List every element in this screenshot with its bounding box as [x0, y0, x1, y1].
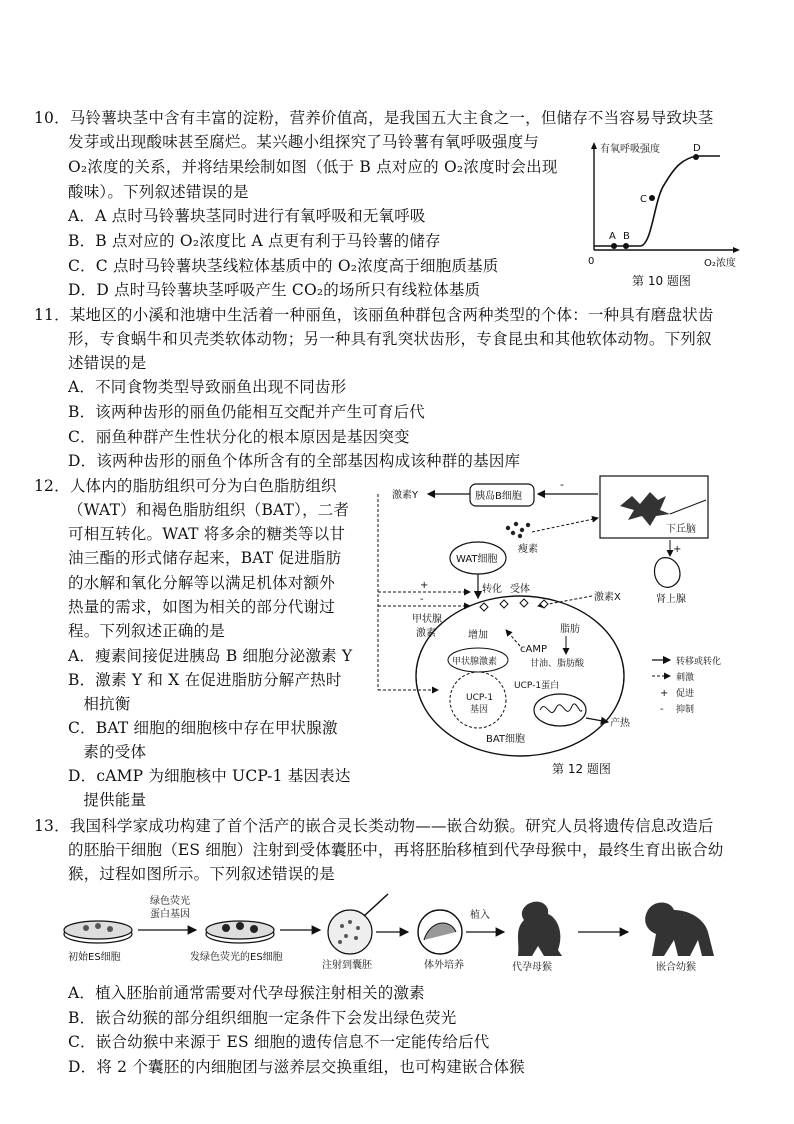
q12-hormone-y-label: 激素Y — [392, 490, 419, 501]
q12-metabolism-diagram — [370, 470, 740, 770]
q13-blastocyst-inject — [328, 910, 372, 954]
q10-stem-line: 酸味）。下列叙述错误的是 — [68, 183, 249, 201]
q12-legend-plus: + — [660, 688, 669, 699]
q10-option-d[interactable]: D．D 点时马铃薯块茎呼吸产生 CO₂的场所只有线粒体基质 — [68, 281, 481, 299]
q12-fat-label: 脂肪 — [560, 624, 580, 635]
q12-option-b[interactable]: B．激素 Y 和 X 在促进脂肪分解产热时 — [68, 671, 342, 689]
q10-stem-line: 发芽或出现酸味甚至腐烂。某兴趣小组探究了马铃薯有氧呼吸强度与 — [68, 133, 540, 151]
q10-stem-line: O₂浓度的关系，并将结果绘制如图（低于 B 点对应的 O₂浓度时会出现 — [68, 158, 558, 176]
q12-glycerol-label: 甘油、脂肪酸 — [530, 659, 585, 669]
q12-leptin-dots — [506, 522, 530, 538]
q12-bat-label: BAT细胞 — [486, 734, 526, 745]
q12-stem-line: 程。下列叙述正确的是 — [68, 622, 226, 640]
q12-option-d[interactable]: D．cAMP 为细胞核中 UCP-1 基因表达 — [68, 767, 351, 785]
q12-option-c[interactable]: C．BAT 细胞的细胞核中存在甲状腺激 — [68, 719, 338, 737]
q10-respiration-graph — [580, 140, 750, 290]
q12-hormone-x-label: 激素X — [594, 592, 621, 603]
q12-legend-stimulate: 刺激 — [676, 673, 695, 683]
q10-figure-caption: 第 10 题图 — [632, 274, 691, 288]
q12-option-c-cont: 素的受体 — [68, 743, 147, 761]
q10-point-d: D — [693, 143, 701, 154]
q10-stem-line: 10．马铃薯块茎中含有丰富的淀粉，营养价值高，是我国五大主食之一，但储存不当容易导致块茎 — [34, 109, 714, 127]
q12-receptor-label: 受体 — [510, 584, 530, 595]
q10-point-b: B — [623, 231, 630, 242]
q13-implant-label: 植入 — [470, 910, 490, 921]
q12-thyroid-label-1: 甲状腺 — [412, 614, 442, 625]
q12-receptors — [480, 599, 548, 611]
q10-ylabel: 有氧呼吸强度 — [600, 144, 660, 155]
q13-option-d[interactable]: D．将 2 个囊胚的内细胞团与滋养层交换重组，也可构建嵌合体猴 — [68, 1058, 525, 1076]
q12-thyroid-label-2: 激素 — [416, 628, 436, 639]
q13-inject-label: 注射到囊胚 — [322, 960, 372, 971]
q12-stem-line: （WAT）和褐色脂肪组织（BAT），二者 — [68, 501, 350, 519]
q12-option-b-cont: 相抗衡 — [68, 695, 131, 713]
q12-leptin-label: 瘦素 — [518, 544, 538, 555]
q13-option-a[interactable]: A．植入胚胎前通常需要对代孕母猴注射相关的激素 — [68, 984, 425, 1002]
q12-stem-line: 12．人体内的脂肪组织可分为白色脂肪组织 — [34, 477, 337, 495]
q12-ucp-gene-label-1: UCP-1 — [466, 693, 494, 703]
q12-legend-minus: - — [660, 704, 664, 715]
q10-option-b[interactable]: B．B 点对应的 O₂浓度比 A 点更有利于马铃薯的储存 — [68, 232, 441, 250]
q12-thyroid-hormone-label: 甲状腺激素 — [452, 657, 498, 667]
q11-stem-line: 述错误的是 — [68, 354, 147, 372]
q13-chimera-monkey-icon — [645, 903, 714, 957]
svg-text:-: - — [420, 594, 424, 605]
q12-option-a[interactable]: A．瘦素间接促进胰岛 B 细胞分泌激素 Y — [68, 647, 353, 665]
q12-minus-sign: - — [560, 478, 564, 491]
q13-process-diagram — [58, 890, 748, 980]
q12-adrenal-label: 肾上腺 — [656, 594, 686, 605]
q13-stem-line: 的胚胎干细胞（ES 细胞）注射到受体囊胚中，再将胚胎移植到代孕母猴中，最终生育出嵌合幼 — [68, 841, 724, 859]
q11-option-a[interactable]: A．不同食物类型导致丽鱼出现不同齿形 — [68, 378, 347, 396]
q11-option-b[interactable]: B．该两种齿形的丽鱼仍能相互交配并产生可育后代 — [68, 403, 425, 421]
q13-green-label: 发绿色荧光的ES细胞 — [190, 952, 283, 963]
q13-surrogate-monkey-icon — [518, 902, 562, 956]
q13-culture-label: 体外培养 — [424, 960, 464, 971]
q12-increase-label: 增加 — [468, 630, 488, 641]
q13-option-b[interactable]: B．嵌合幼猴的部分组织细胞一定条件下会发出绿色荧光 — [68, 1009, 457, 1027]
q12-ucp-protein-label: UCP-1蛋白 — [514, 681, 560, 691]
q12-plus-sign: + — [673, 544, 682, 555]
q10-xlabel: O₂浓度 — [704, 258, 736, 269]
q10-point-c: C — [640, 194, 647, 205]
q12-wat-label: WAT细胞 — [456, 554, 498, 565]
q13-initial-label: 初始ES细胞 — [68, 952, 121, 963]
q12-islet-b-label: 胰岛B细胞 — [475, 491, 522, 502]
q12-bat-cell — [416, 596, 624, 756]
q11-option-c[interactable]: C．丽鱼种群产生性状分化的根本原因是基因突变 — [68, 428, 410, 446]
q12-hypothalamus-label: 下丘脑 — [666, 524, 696, 535]
q13-stem-line: 猴，过程如图所示。下列叙述错误的是 — [68, 865, 335, 883]
q12-option-d-cont: 提供能量 — [68, 791, 147, 809]
q10-origin: 0 — [588, 256, 595, 267]
q13-chimera-label: 嵌合幼猴 — [656, 962, 696, 973]
q13-surrogate-label: 代孕母猴 — [512, 962, 552, 973]
q13-gene-label-2: 蛋白基因 — [150, 909, 190, 920]
q12-ucp-gene-label-2: 基因 — [470, 705, 489, 715]
svg-text:+: + — [420, 580, 429, 591]
q12-camp-label: cAMP — [520, 644, 547, 655]
q12-stem-line: 热量的需求，如图为相关的部分代谢过 — [68, 598, 335, 616]
q13-needle — [364, 894, 388, 916]
q13-stem-line: 13．我国科学家成功构建了首个活产的嵌合灵长类动物——嵌合幼猴。研究人员将遗传信息改造后 — [34, 817, 714, 835]
q13-gene-label-1: 绿色荧光 — [150, 896, 190, 907]
q12-stem-line: 油三酯的形式储存起来，BAT 促进脂肪 — [68, 549, 342, 567]
q12-mitochondrion — [534, 694, 586, 726]
q12-stem-line: 的水解和氧化分解等以满足机体对额外 — [68, 574, 335, 592]
q12-convert-label: 转化 — [482, 584, 502, 595]
q10-option-a[interactable]: A．A 点时马铃薯块茎同时进行有氧呼吸和无氧呼吸 — [68, 207, 426, 225]
q12-legend-inhibit: 抑制 — [676, 705, 695, 715]
q12-adrenal-icon — [655, 558, 681, 588]
q11-stem-line: 形，专食蜗牛和贝壳类软体动物；另一种具有乳突状齿形，专食昆虫和其他软体动物。下列叙 — [68, 330, 712, 348]
q12-heat-label: 产热 — [610, 718, 630, 729]
q12-figure-caption: 第 12 题图 — [552, 762, 611, 776]
q13-option-c[interactable]: C．嵌合幼猴中来源于 ES 细胞的遗传信息不一定能传给后代 — [68, 1033, 490, 1051]
q12-legend-promote: 促进 — [676, 689, 695, 699]
q10-point-a: A — [609, 231, 616, 242]
q12-stem-line: 可相互转化。WAT 将多余的糖类等以甘 — [68, 525, 346, 543]
q12-legend-transfer: 转移或转化 — [676, 657, 722, 667]
q11-option-d[interactable]: D．该两种齿形的丽鱼个体所含有的全部基因构成该种群的基因库 — [68, 452, 521, 470]
q11-stem-line: 11．某地区的小溪和池塘中生活着一种丽鱼，该丽鱼种群包含两种类型的个体：一种具有磨盘状齿 — [34, 306, 714, 324]
q10-option-c[interactable]: C．C 点时马铃薯块茎线粒体基质中的 O₂浓度高于细胞质基质 — [68, 257, 499, 275]
